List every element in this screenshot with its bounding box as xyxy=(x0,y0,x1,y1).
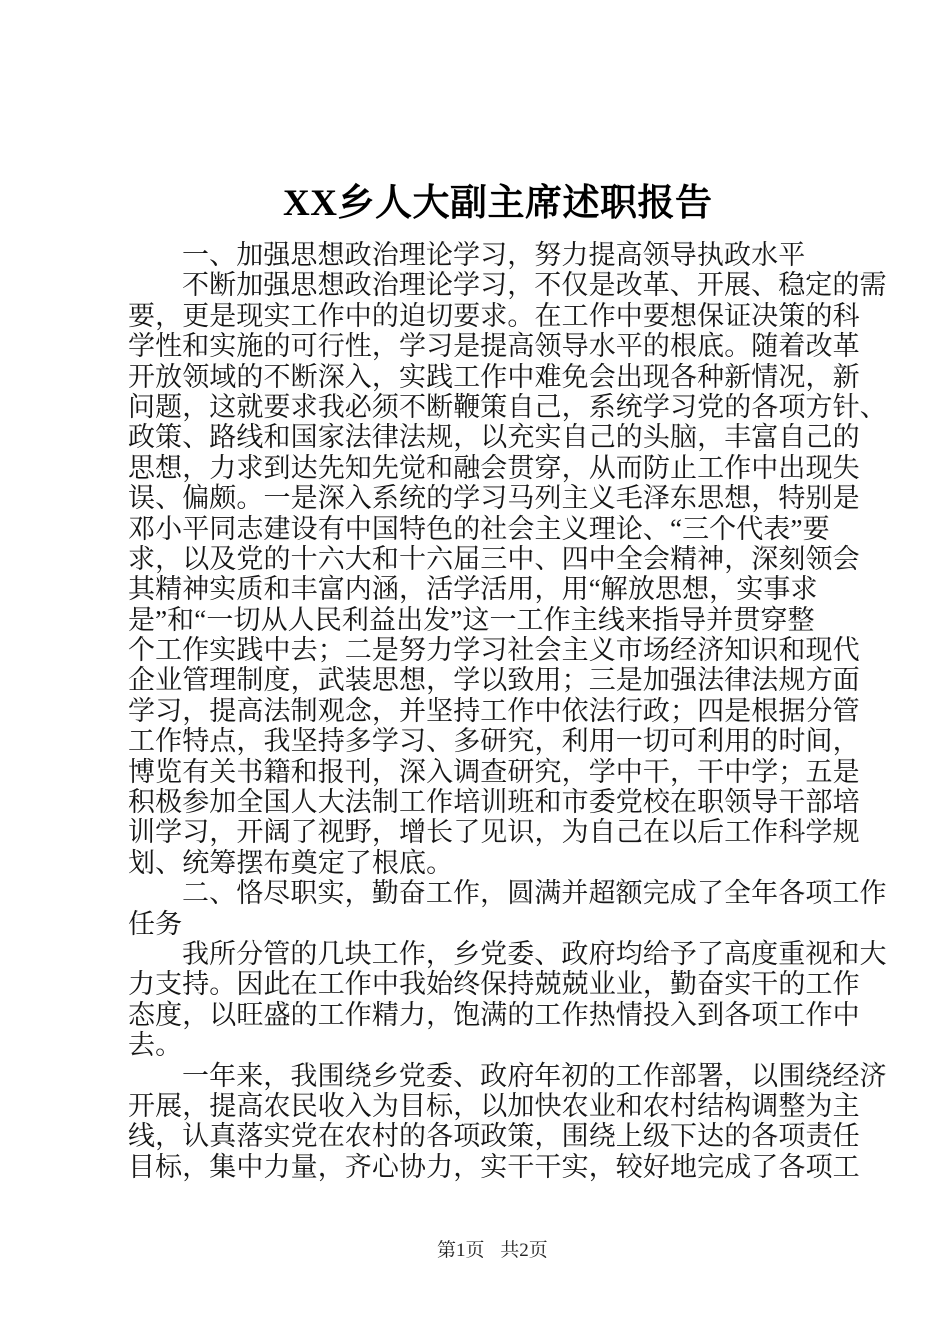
text-line: 问题，这就要求我必须不断鞭策自己，系统学习党的各项方针、 xyxy=(128,391,887,422)
text-line: 博览有关书籍和报刊，深入调查研究，学中干，干中学；五是 xyxy=(128,756,860,787)
text-line: 思想，力求到达先知先觉和融会贯穿，从而防止工作中出现失 xyxy=(128,452,860,483)
text-line: 开展，提高农民收入为目标，以加快农业和农村结构调整为主 xyxy=(128,1090,860,1121)
text-line: 任务 xyxy=(128,908,183,939)
document-body xyxy=(128,240,918,1182)
paragraph xyxy=(128,270,918,878)
text-line: 工作特点，我坚持多学习、多研究，利用一切可利用的时间， xyxy=(128,726,860,757)
text-line: 训学习，开阔了视野，增长了见识，为自己在以后工作科学规 xyxy=(128,817,860,848)
text-line: 是”和“一切从人民利益出发”这一工作主线来指导并贯穿整 xyxy=(128,604,815,635)
text-line: 企业管理制度，武装思想，学以致用；三是加强法律法规方面 xyxy=(128,665,860,696)
document-title: XX乡人大副主席述职报告 xyxy=(283,183,713,224)
paragraph xyxy=(128,878,918,939)
text-line: 政策、路线和国家法律法规，以充实自己的头脑，丰富自己的 xyxy=(128,422,860,453)
text-line: 去。 xyxy=(128,1030,183,1061)
text-line: 我所分管的几块工作，乡党委、政府均给予了高度重视和大 xyxy=(182,938,887,969)
text-line: 学习，提高法制观念，并坚持工作中依法行政；四是根据分管 xyxy=(128,695,860,726)
text-line: 积极参加全国人大法制工作培训班和市委党校在职领导干部培 xyxy=(128,787,860,818)
page-footer: 第1页 共2页 xyxy=(437,1240,548,1261)
text-line: 开放领域的不断深入，实践工作中难免会出现各种新情况，新 xyxy=(128,361,860,392)
paragraph xyxy=(128,1061,918,1183)
paragraph xyxy=(128,939,918,1061)
text-line: 一、加强思想政治理论学习，努力提高领导执政水平 xyxy=(182,240,806,270)
text-line: 邓小平同志建设有中国特色的社会主义理论、“三个代表”要 xyxy=(128,513,830,544)
text-line: 线，认真落实党在农村的各项政策，围绕上级下达的各项责任 xyxy=(128,1121,860,1152)
text-line: 求，以及党的十六大和十六届三中、四中全会精神，深刻领会 xyxy=(128,543,860,574)
text-line: 二、恪尽职实，勤奋工作，圆满并超额完成了全年各项工作 xyxy=(182,878,887,909)
text-line: 目标，集中力量，齐心协力，实干干实，较好地完成了各项工 xyxy=(128,1151,860,1182)
text-line: 一年来，我围绕乡党委、政府年初的工作部署，以围绕经济 xyxy=(182,1060,887,1091)
text-line: 态度，以旺盛的工作精力，饱满的工作热情投入到各项工作中 xyxy=(128,999,860,1030)
paragraph xyxy=(128,240,918,270)
text-line: 划、统筹摆布奠定了根底。 xyxy=(128,847,454,878)
text-line: 个工作实践中去；二是努力学习社会主义市场经济知识和现代 xyxy=(128,635,860,666)
text-line: 力支持。因此在工作中我始终保持兢兢业业，勤奋实干的工作 xyxy=(128,969,860,1000)
text-line: 其精神实质和丰富内涵，活学活用，用“解放思想，实事求 xyxy=(128,574,818,605)
text-line: 误、偏颇。一是深入系统的学习马列主义毛泽东思想，特别是 xyxy=(128,483,860,514)
text-line: 不断加强思想政治理论学习，不仅是改革、开展、稳定的需 xyxy=(182,270,887,301)
text-line: 学性和实施的可行性，学习是提高领导水平的根底。随着改革 xyxy=(128,331,860,362)
text-line: 要，更是现实工作中的迫切要求。在工作中要想保证决策的科 xyxy=(128,300,860,331)
